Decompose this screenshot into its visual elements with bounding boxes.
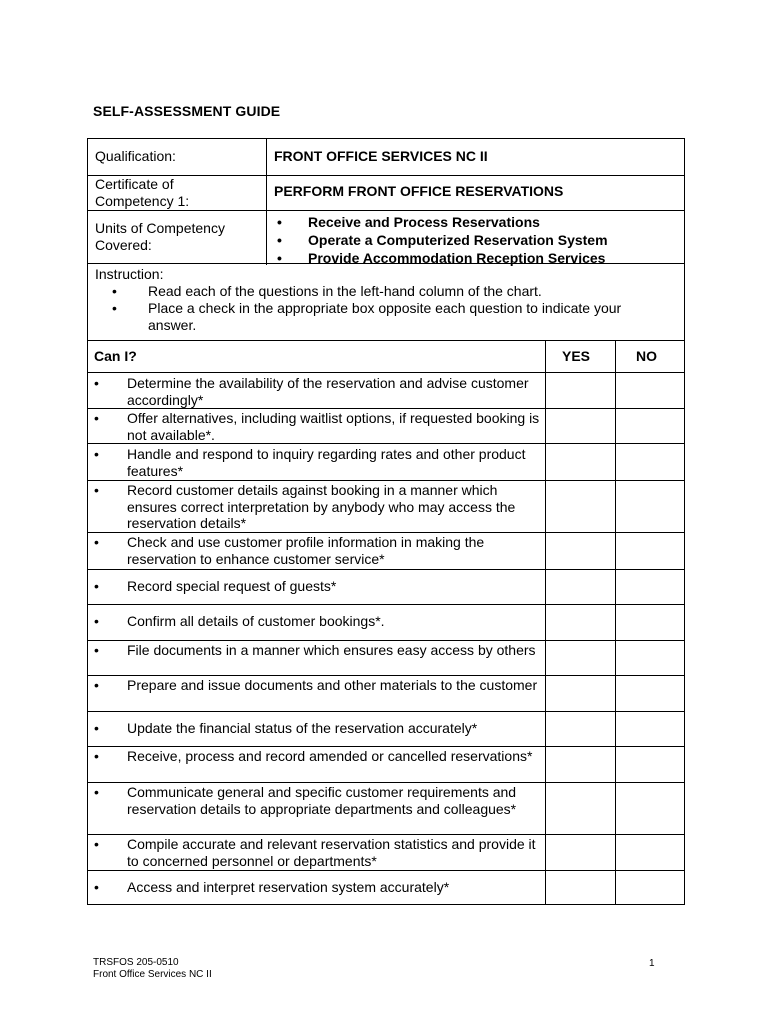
units-label-line2: Covered:: [95, 237, 152, 253]
no-checkbox[interactable]: [616, 712, 684, 746]
yes-checkbox[interactable]: [546, 570, 615, 604]
no-checkbox[interactable]: [616, 871, 684, 905]
certificate-row: [88, 176, 684, 211]
qualification-table: [87, 138, 685, 264]
yes-checkbox[interactable]: [546, 409, 615, 443]
question-text: Communicate general and specific customer requirements and reservation details to appropriate departments and colleagues*: [127, 784, 517, 817]
footer-name: Front Office Services NC II: [93, 969, 212, 980]
no-checkbox[interactable]: [616, 835, 684, 870]
page-number: 1: [649, 958, 655, 969]
yes-checkbox[interactable]: [546, 605, 615, 640]
table-row: • Compile accurate and relevant reservation statistics and provide it to concerned personnel or departments*: [88, 835, 684, 871]
question-text: Prepare and issue documents and other materials to the customer: [127, 677, 538, 693]
qualification-row: [88, 139, 684, 176]
certificate-value: PERFORM FRONT OFFICE RESERVATIONS: [274, 183, 564, 199]
unit-item: • Operate a Computerized Reservation System: [277, 232, 608, 248]
question-text: Determine the availability of the reservation and advise customer accordingly*: [127, 375, 529, 408]
table-header-row: [88, 341, 684, 373]
page-title: SELF-ASSESSMENT GUIDE: [93, 103, 281, 119]
yes-checkbox[interactable]: [546, 835, 615, 870]
footer-info: [93, 957, 212, 981]
no-checkbox[interactable]: [616, 409, 684, 443]
yes-checkbox[interactable]: [546, 871, 615, 905]
table-row: • Record special request of guests*: [88, 570, 684, 605]
certificate-label-line2: Competency 1:: [95, 193, 190, 209]
question-text: Confirm all details of customer bookings*.: [127, 613, 385, 629]
unit-item: • Receive and Process Reservations: [277, 214, 540, 230]
yes-checkbox[interactable]: [546, 533, 615, 569]
instruction-label: Instruction:: [95, 266, 164, 282]
no-checkbox[interactable]: [616, 783, 684, 834]
no-checkbox[interactable]: [616, 444, 684, 480]
no-checkbox[interactable]: [616, 747, 684, 782]
table-row: • Access and interpret reservation system accurately*: [88, 871, 684, 905]
table-row: • Check and use customer profile information in making the reservation to enhance customer service*: [88, 533, 684, 570]
question-text: File documents in a manner which ensures easy access by others: [127, 642, 536, 658]
instruction-list: [88, 283, 678, 334]
no-checkbox[interactable]: [616, 533, 684, 569]
table-row: • Update the financial status of the reservation accurately*: [88, 712, 684, 747]
no-checkbox[interactable]: [616, 570, 684, 604]
qualification-value: FRONT OFFICE SERVICES NC II: [274, 148, 488, 164]
instruction-item: • Place a check in the appropriate box opposite each question to indicate your answer.: [112, 300, 622, 333]
unit-item: • Provide Accommodation Reception Services: [277, 250, 606, 266]
column-header-yes: YES: [562, 348, 591, 364]
column-header-can-i: Can I?: [94, 348, 137, 364]
assessment-table: [87, 340, 685, 905]
table-row: • Record customer details against booking in a manner which ensures correct interpretation by anybody who may access the reservation details*: [88, 481, 684, 533]
question-text: Update the financial status of the reservation accurately*: [127, 720, 478, 736]
column-header-no: NO: [636, 348, 657, 364]
question-text: Access and interpret reservation system accurately*: [127, 879, 450, 895]
yes-checkbox[interactable]: [546, 783, 615, 834]
no-checkbox[interactable]: [616, 481, 684, 532]
yes-checkbox[interactable]: [546, 676, 615, 711]
no-checkbox[interactable]: [616, 641, 684, 675]
instruction-item: • Read each of the questions in the left-hand column of the chart.: [112, 283, 542, 299]
no-checkbox[interactable]: [616, 676, 684, 711]
question-text: Check and use customer profile information in making the reservation to enhance customer service*: [127, 534, 485, 567]
question-text: Receive, process and record amended or cancelled reservations*: [127, 748, 533, 764]
question-text: Handle and respond to inquiry regarding rates and other product features*: [127, 446, 526, 479]
table-row: • Confirm all details of customer bookings*.: [88, 605, 684, 641]
certificate-label-line1: Certificate of: [95, 176, 174, 192]
qualification-label: Qualification:: [95, 148, 176, 164]
no-checkbox[interactable]: [616, 605, 684, 640]
no-checkbox[interactable]: [616, 373, 684, 408]
yes-checkbox[interactable]: [546, 444, 615, 480]
table-row: • Prepare and issue documents and other materials to the customer: [88, 676, 684, 712]
question-text: Offer alternatives, including waitlist options, if requested booking is not available*.: [127, 410, 540, 443]
units-label-line1: Units of Competency: [95, 220, 225, 236]
table-row: • Handle and respond to inquiry regarding rates and other product features*: [88, 444, 684, 481]
units-row: [88, 211, 684, 265]
table-row: • Communicate general and specific customer requirements and reservation details to appropriate departments and colleagues*: [88, 783, 684, 835]
table-row: • File documents in a manner which ensures easy access by others: [88, 641, 684, 676]
yes-checkbox[interactable]: [546, 747, 615, 782]
table-row: • Receive, process and record amended or cancelled reservations*: [88, 747, 684, 783]
yes-checkbox[interactable]: [546, 641, 615, 675]
table-row: • Offer alternatives, including waitlist options, if requested booking is not available*.: [88, 409, 684, 444]
table-row: • Determine the availability of the reservation and advise customer accordingly*: [88, 373, 684, 409]
units-list: [267, 213, 608, 267]
footer-code: TRSFOS 205-0510: [93, 957, 179, 968]
question-text: Compile accurate and relevant reservation statistics and provide it to concerned personnel or departments*: [127, 836, 536, 869]
question-text: Record customer details against booking in a manner which ensures correct interpretation by anybody who may access the reservation details*: [127, 482, 516, 531]
yes-checkbox[interactable]: [546, 373, 615, 408]
yes-checkbox[interactable]: [546, 712, 615, 746]
question-text: Record special request of guests*: [127, 578, 337, 594]
yes-checkbox[interactable]: [546, 481, 615, 532]
